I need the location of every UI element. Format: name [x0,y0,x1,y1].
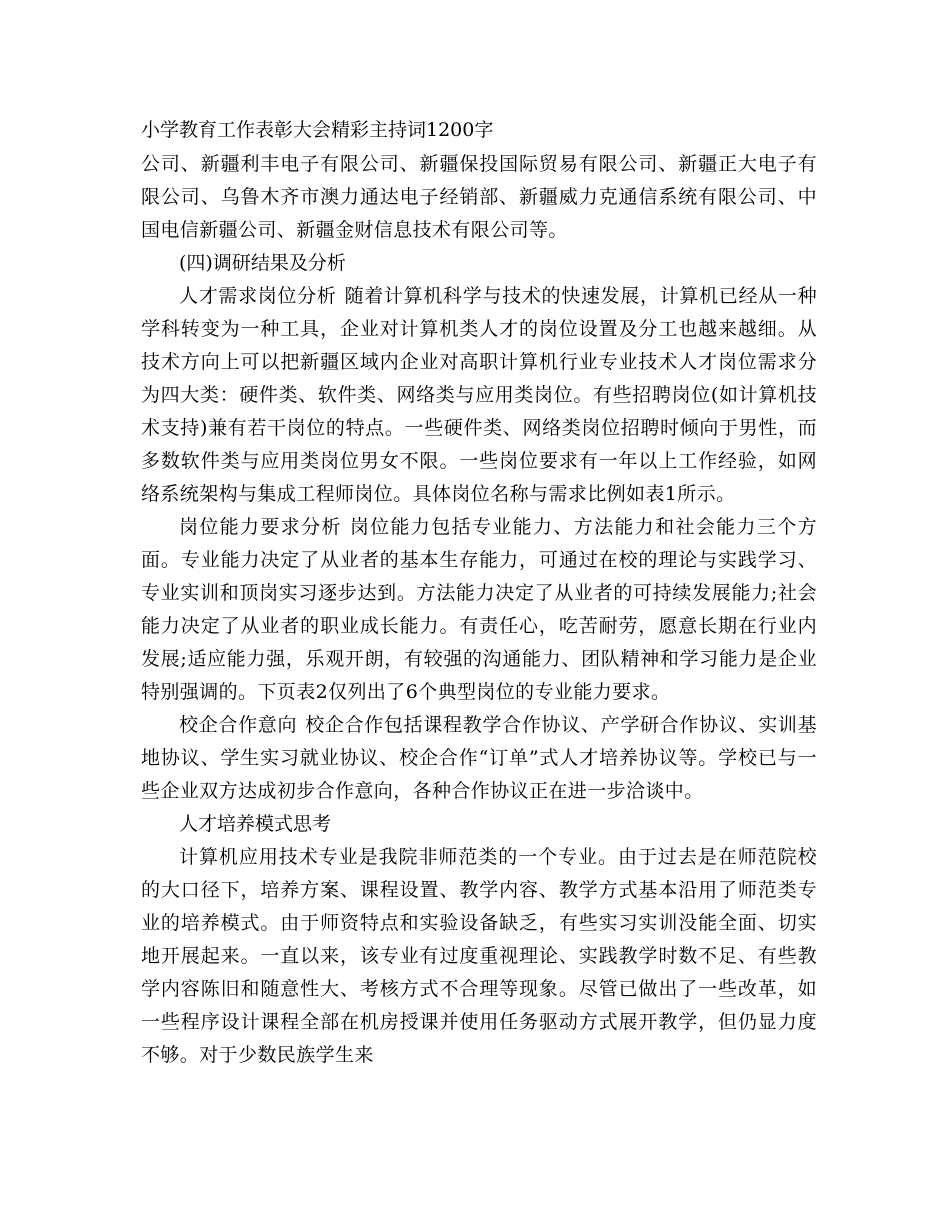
document-title: 小学教育工作表彰大会精彩主持词1200字 [141,119,494,141]
paragraph-text-position-ability: 岗位能力包括专业能力、方法能力和社会能力三个方面。专业能力决定了从业者的基本生存能力，可通过在校的理论与实践学习、专业实训和顶岗实习逐步达到。方法能力决定了从业者的可持续发展能力;社会能力决定了从业者的职业成长能力。有责任心，吃苦耐劳，愿意长期在行业内发展;适应能力强，乐观开朗，有较强的沟通能力、团队精神和学习能力是企业特别强调的。下页表2仅列出了6个典型岗位的专业能力要求。 [141,516,817,703]
paragraph-position-ability [141,511,817,709]
paragraph-lead-school-enterprise: 校企合作意向 [179,714,298,736]
paragraph-school-enterprise [141,709,817,808]
document-body [141,148,817,1072]
paragraph-text-school-enterprise: 校企合作包括课程教学合作协议、产学研合作协议、实训基地协议、学生实习就业协议、校企合作“订单”式人才培养协议等。学校已与一些企业双方达成初步合作意向，各种合作协议正在进一步洽谈中。 [141,714,817,802]
section-heading-survey-results: (四)调研结果及分析 [179,252,346,274]
paragraph-text-talent-demand: 随着计算机科学与技术的快速发展，计算机已经从一种学科转变为一种工具，企业对计算机类人才的岗位设置及分工也越来越细。从技术方向上可以把新疆区域内企业对高职计算机行业专业技术人才岗位需求分为四大类：硬件类、软件类、网络类与应用类岗位。有些招聘岗位(如计算机技术支持)兼有若干岗位的特点。一些硬件类、网络类岗位招聘时倾向于男性，而多数软件类与应用类岗位男女不限。一些岗位要求有一年以上工作经验，如网络系统架构与集成工程师岗位。具体岗位名称与需求比例如表1所示。 [141,285,817,505]
section-heading-training-model: 人才培养模式思考 [179,813,332,835]
paragraph-lead-position-ability: 岗位能力要求分析 [179,516,342,538]
paragraph-talent-demand [141,280,817,511]
paragraph-company-list: 公司、新疆利丰电子有限公司、新疆保投国际贸易有限公司、新疆正大电子有限公司、乌鲁木齐市澳力通达电子经销部、新疆威力克通信系统有限公司、中国电信新疆公司、新疆金财信息技术有限公司等。 [141,153,817,241]
paragraph-computer-major: 计算机应用技术专业是我院非师范类的一个专业。由于过去是在师范院校的大口径下，培养方案、课程设置、教学内容、教学方式基本沿用了师范类专业的培养模式。由于师资特点和实验设备缺乏，有些实习实训没能全面、切实地开展起来。一直以来，该专业有过度重视理论、实践教学时数不足、有些教学内容陈旧和随意性大、考核方式不合理等现象。尽管已做出了一些改革，如一些程序设计课程全部在机房授课并使用任务驱动方式展开教学，但仍显力度不够。对于少数民族学生来 [141,846,817,1066]
paragraph-lead-talent-demand: 人才需求岗位分析 [179,285,337,307]
